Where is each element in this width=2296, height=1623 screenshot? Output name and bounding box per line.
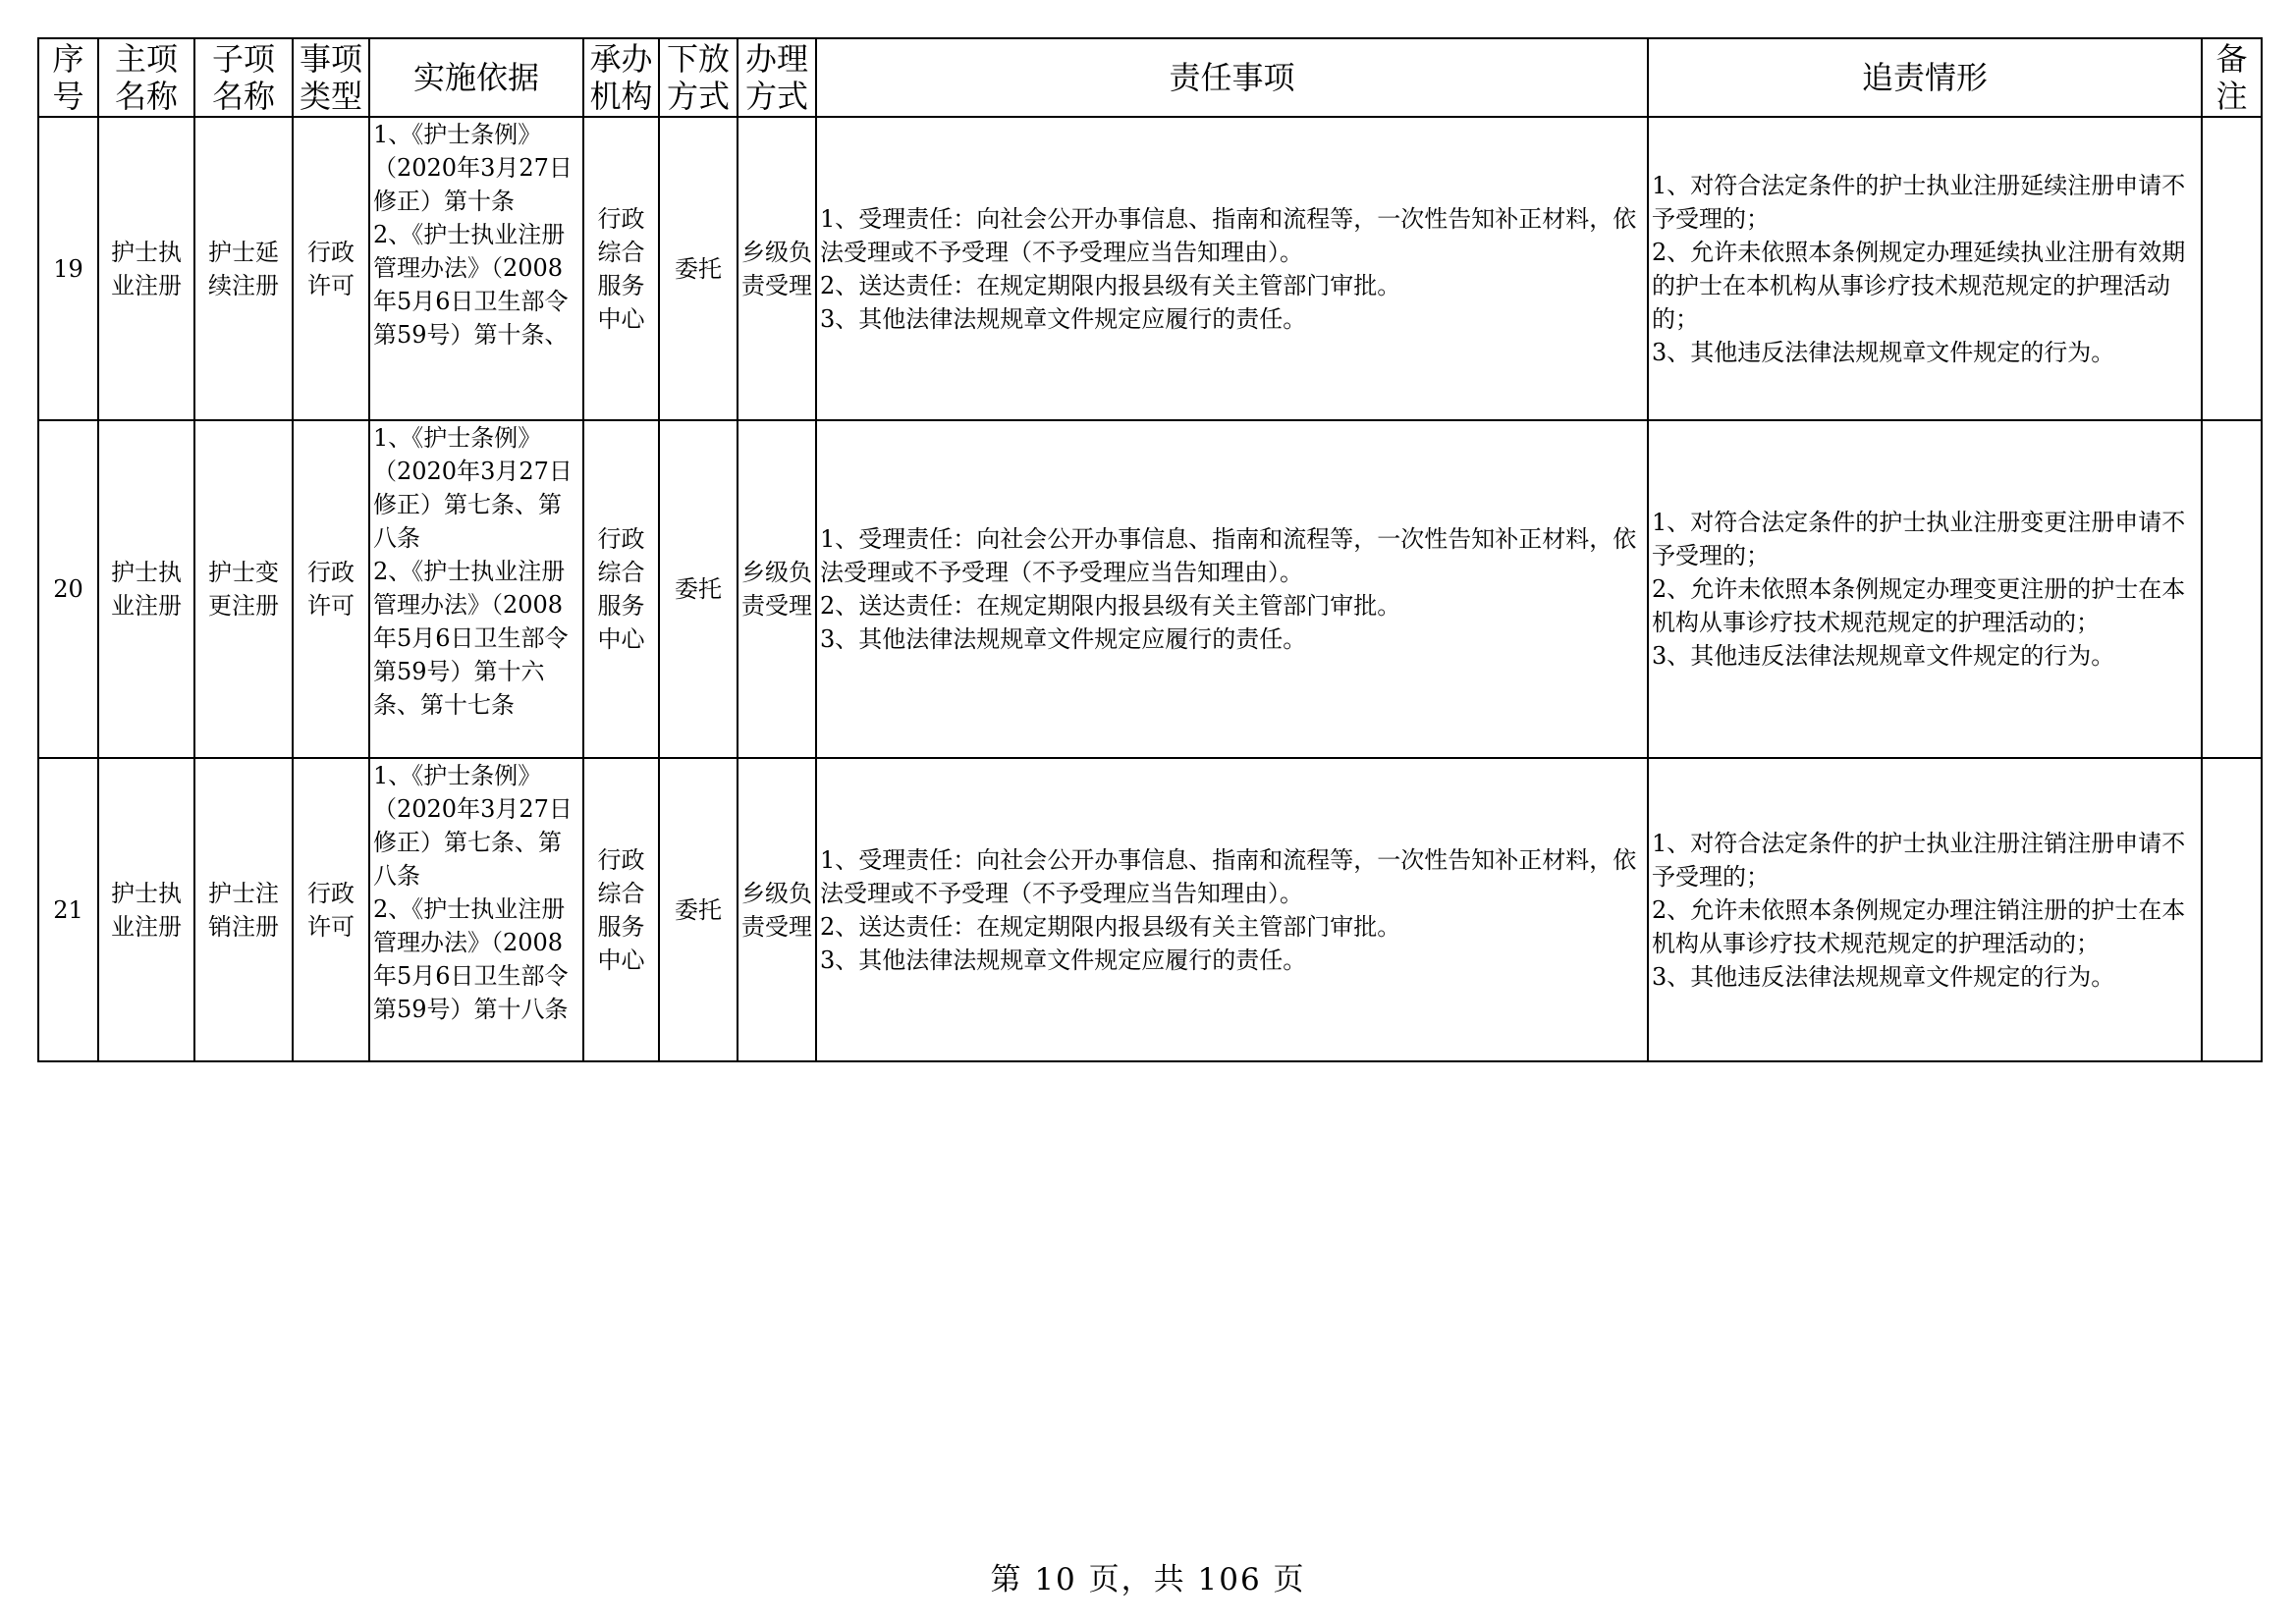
- header-responsibility: 责任事项: [816, 38, 1648, 117]
- cell-basis: [369, 117, 583, 420]
- cell-sub-item: 护士注销注册: [194, 758, 293, 1061]
- cell-main-item: 护士执业注册: [98, 117, 194, 420]
- cell-basis: [369, 758, 583, 1061]
- cell-main-item: 护士执业注册: [98, 420, 194, 758]
- cell-remark: [2202, 117, 2262, 420]
- header-remark: 备注: [2202, 38, 2262, 117]
- cell-agency: 行政综合服务中心: [583, 758, 659, 1061]
- page-number: 第 10 页，共 106 页: [990, 1562, 1306, 1597]
- header-sub-item: 子项名称: [194, 38, 293, 117]
- cell-agency: 行政综合服务中心: [583, 420, 659, 758]
- responsibility-table: [37, 37, 2263, 1062]
- header-delegation: 下放方式: [659, 38, 738, 117]
- cell-sub-item: 护士变更注册: [194, 420, 293, 758]
- cell-delegation: 委托: [659, 420, 738, 758]
- header-type: 事项类型: [293, 38, 369, 117]
- cell-handling: 乡级负责受理: [738, 117, 816, 420]
- cell-type: 行政许可: [293, 117, 369, 420]
- cell-type: 行政许可: [293, 420, 369, 758]
- cell-type: 行政许可: [293, 758, 369, 1061]
- cell-no: 19: [38, 117, 98, 420]
- cell-responsibility: 1、受理责任：向社会公开办事信息、指南和流程等，一次性告知补正材料，依法受理或不予受理（不予受理应当告知理由）。 2、送达责任：在规定期限内报县级有关主管部门审批。 3、其他法律法规规章文件规定应履行的责任。: [816, 758, 1648, 1061]
- cell-no: 20: [38, 420, 98, 758]
- cell-remark: [2202, 420, 2262, 758]
- header-agency: 承办机构: [583, 38, 659, 117]
- table-row: [38, 117, 2262, 420]
- cell-remark: [2202, 758, 2262, 1061]
- header-row: [38, 38, 2262, 117]
- cell-basis: [369, 420, 583, 758]
- cell-responsibility: 1、受理责任：向社会公开办事信息、指南和流程等，一次性告知补正材料，依法受理或不予受理（不予受理应当告知理由）。 2、送达责任：在规定期限内报县级有关主管部门审批。 3、其他法律法规规章文件规定应履行的责任。: [816, 117, 1648, 420]
- cell-handling: 乡级负责受理: [738, 758, 816, 1061]
- header-accountability: 追责情形: [1648, 38, 2202, 117]
- cell-responsibility: 1、受理责任：向社会公开办事信息、指南和流程等，一次性告知补正材料，依法受理或不予受理（不予受理应当告知理由）。 2、送达责任：在规定期限内报县级有关主管部门审批。 3、其他法律法规规章文件规定应履行的责任。: [816, 420, 1648, 758]
- cell-no: 21: [38, 758, 98, 1061]
- cell-handling: 乡级负责受理: [738, 420, 816, 758]
- cell-accountability: 1、对符合法定条件的护士执业注册变更注册申请不予受理的； 2、允许未依照本条例规定办理变更注册的护士在本机构从事诊疗技术规范规定的护理活动的； 3、其他违反法律法规规章文件规定的行为。: [1648, 420, 2202, 758]
- cell-delegation: 委托: [659, 117, 738, 420]
- table-row: [38, 758, 2262, 1061]
- header-main-item: 主项名称: [98, 38, 194, 117]
- cell-main-item: 护士执业注册: [98, 758, 194, 1061]
- cell-delegation: 委托: [659, 758, 738, 1061]
- header-no: 序号: [38, 38, 98, 117]
- basis-text: 1、《护士条例》（2020年3月27日修正）第七条、第八条 2、《护士执业注册管理办法》（2008年5月6日卫生部令第59号）第十六条、第十七条: [373, 424, 573, 719]
- basis-text: 1、《护士条例》（2020年3月27日修正）第十条 2、《护士执业注册管理办法》（2008年5月6日卫生部令第59号）第十条、: [373, 121, 573, 349]
- cell-accountability: 1、对符合法定条件的护士执业注册延续注册申请不予受理的； 2、允许未依照本条例规定办理延续执业注册有效期的护士在本机构从事诊疗技术规范规定的护理活动的； 3、其他违反法律法规规章文件规定的行为。: [1648, 117, 2202, 420]
- cell-accountability: 1、对符合法定条件的护士执业注册注销注册申请不予受理的； 2、允许未依照本条例规定办理注销注册的护士在本机构从事诊疗技术规范规定的护理活动的； 3、其他违反法律法规规章文件规定的行为。: [1648, 758, 2202, 1061]
- cell-sub-item: 护士延续注册: [194, 117, 293, 420]
- basis-text: 1、《护士条例》（2020年3月27日修正）第七条、第八条 2、《护士执业注册管理办法》（2008年5月6日卫生部令第59号）第十八条: [373, 762, 573, 1023]
- cell-agency: 行政综合服务中心: [583, 117, 659, 420]
- table-row: [38, 420, 2262, 758]
- header-handling: 办理方式: [738, 38, 816, 117]
- header-basis: 实施依据: [369, 38, 583, 117]
